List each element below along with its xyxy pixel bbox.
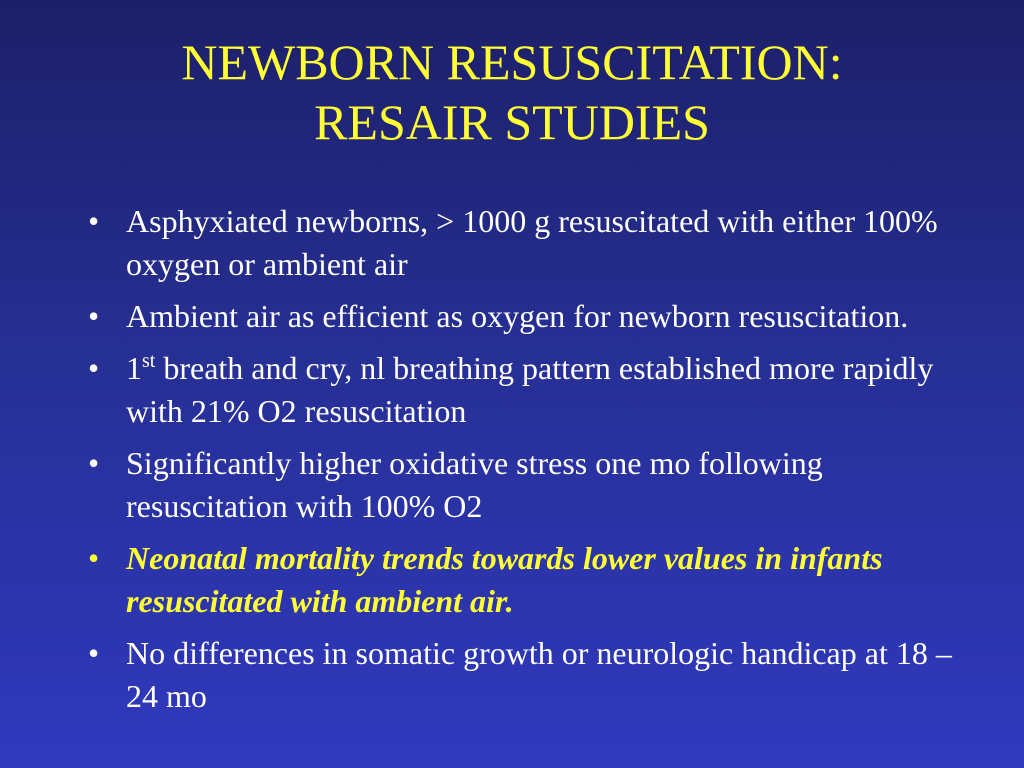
highlighted-bullet-text: Neonatal mortality trends towards lower values in infants resuscitated with ambient air. bbox=[126, 540, 883, 619]
bullet-dot: • bbox=[88, 540, 100, 576]
bullet-item bbox=[88, 442, 968, 528]
highlighted-bullet-item bbox=[88, 537, 968, 623]
slide-title-line-1: NEWBORN RESUSCITATION: bbox=[181, 34, 843, 90]
ordinal-number: 1 bbox=[126, 350, 142, 386]
bullet-text: Ambient air as efficient as oxygen for newborn resuscitation. bbox=[126, 298, 909, 334]
bullet-item bbox=[88, 200, 968, 286]
bullet-text: Asphyxiated newborns, > 1000 g resuscitated with either 100% oxygen or ambient air bbox=[126, 203, 938, 282]
slide-title bbox=[0, 32, 1024, 152]
bullet-list bbox=[88, 200, 968, 727]
bullet-text: breath and cry, nl breathing pattern established more rapidly with 21% O2 resuscitation bbox=[126, 350, 934, 429]
bullet-dot: • bbox=[88, 203, 100, 239]
ordinal-suffix: st bbox=[142, 350, 156, 372]
bullet-dot: • bbox=[88, 298, 100, 334]
bullet-text: No differences in somatic growth or neurologic handicap at 18 – 24 mo bbox=[126, 635, 952, 714]
bullet-item bbox=[88, 347, 968, 433]
slide-title-line-2: RESAIR STUDIES bbox=[314, 94, 710, 150]
bullet-dot: • bbox=[88, 635, 100, 671]
bullet-dot: • bbox=[88, 350, 100, 386]
bullet-item bbox=[88, 632, 968, 718]
bullet-text: Significantly higher oxidative stress one mo following resuscitation with 100% O2 bbox=[126, 445, 823, 524]
bullet-text-group bbox=[126, 350, 933, 429]
bullet-item bbox=[88, 295, 968, 338]
bullet-dot: • bbox=[88, 445, 100, 481]
